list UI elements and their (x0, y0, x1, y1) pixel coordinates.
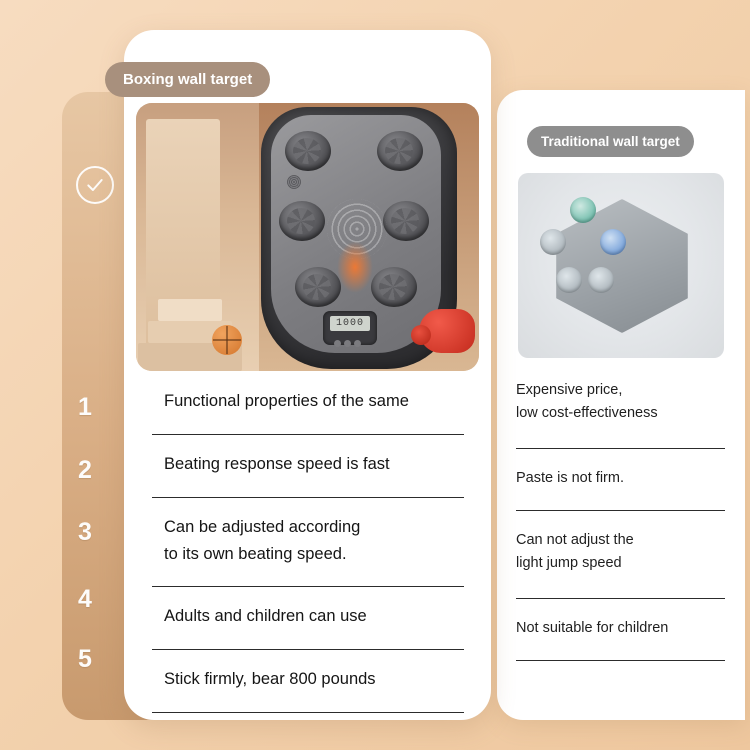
list-item (152, 388, 464, 435)
hex-pad-icon (600, 229, 626, 255)
list-item (152, 666, 464, 713)
traditional-target-card (497, 90, 745, 720)
rank-number: 4 (78, 585, 92, 613)
list-item (516, 463, 725, 511)
feature-line: low cost-effectiveness (516, 405, 658, 422)
device-buttons (334, 334, 366, 341)
hex-pad-icon (540, 229, 566, 255)
feature-line: Adults and children can use (164, 607, 367, 625)
rank-number: 3 (78, 518, 92, 546)
list-item (152, 603, 464, 650)
boxing-feature-list (152, 388, 464, 729)
list-item (152, 451, 464, 498)
basketball-icon (212, 325, 242, 355)
rank-number: 5 (78, 645, 92, 673)
traditional-target-image (518, 173, 724, 358)
boxing-target-image (136, 103, 479, 371)
traditional-target-badge: Traditional wall target (527, 126, 694, 157)
feature-line: Paste is not firm. (516, 470, 624, 486)
hex-pad-icon (588, 267, 614, 293)
target-device-face (271, 115, 441, 353)
feature-line: Stick firmly, bear 800 pounds (164, 670, 376, 688)
strike-pad (383, 201, 429, 241)
boxing-target-badge: Boxing wall target (105, 62, 270, 97)
strike-pad (279, 201, 325, 241)
feature-line: light jump speed (516, 555, 622, 572)
list-item (516, 375, 725, 449)
strike-pad (371, 267, 417, 307)
speaker-icon (287, 175, 301, 189)
rank-number: 2 (78, 456, 92, 484)
traditional-feature-list (516, 375, 725, 675)
list-item (152, 514, 464, 587)
check-circle-icon (76, 166, 114, 204)
hex-pad-icon (556, 267, 582, 293)
hex-pad-icon (570, 197, 596, 223)
lcd-value: 1000 (330, 316, 370, 331)
feature-line: Can be adjusted according (164, 518, 361, 536)
room-scene (136, 103, 259, 371)
strike-pad (295, 267, 341, 307)
feature-line: Expensive price, (516, 382, 623, 398)
rank-number: 1 (78, 393, 92, 421)
step-shape (158, 299, 222, 321)
device-display (323, 311, 377, 345)
strike-pad (377, 131, 423, 171)
feature-line: to its own beating speed. (164, 544, 347, 563)
boxing-glove-icon (419, 309, 475, 353)
impact-glow (337, 241, 373, 293)
feature-line: Can not adjust the (516, 532, 634, 548)
feature-line: Beating response speed is fast (164, 455, 390, 473)
strike-pad (285, 131, 331, 171)
feature-line: Not suitable for children (516, 620, 669, 636)
list-item (516, 525, 725, 599)
feature-line: Functional properties of the same (164, 392, 409, 410)
list-item (516, 613, 725, 661)
target-scene (259, 103, 479, 371)
